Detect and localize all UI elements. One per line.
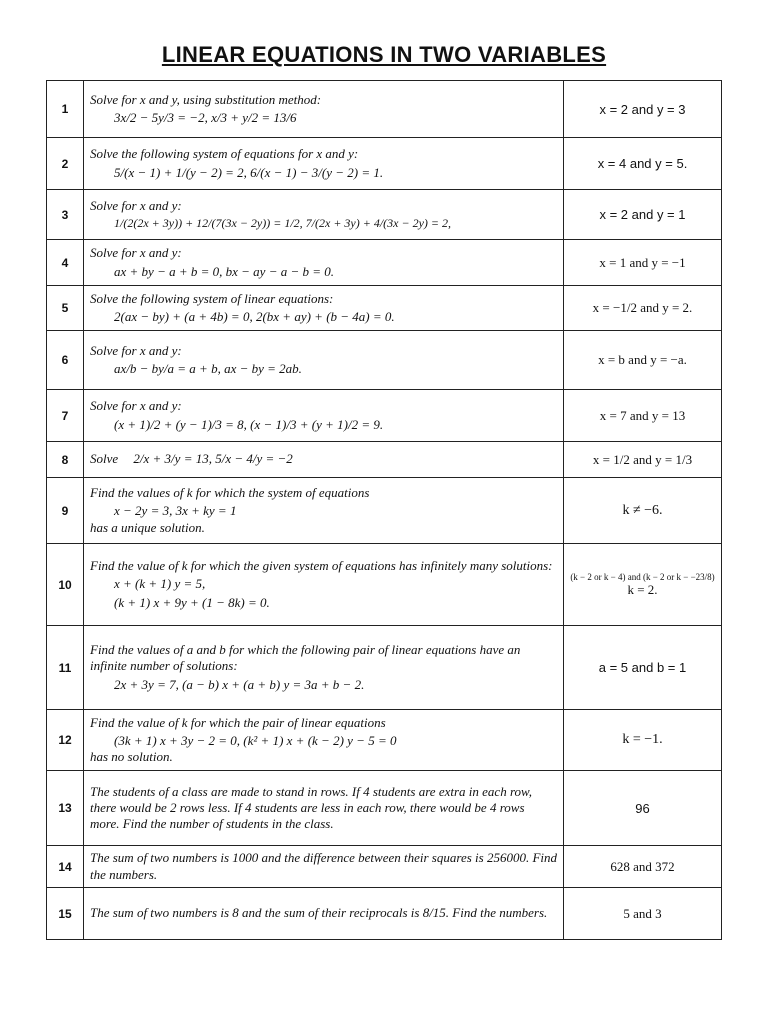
- table-row: [47, 626, 722, 710]
- row-number: 6: [47, 331, 84, 390]
- answer-cell: [564, 544, 722, 626]
- answer-cell: x = 4 and y = 5.: [564, 138, 722, 190]
- question-instruction: Solve for x and y:: [90, 197, 182, 213]
- row-number: 1: [47, 81, 84, 138]
- question-cell: [84, 710, 564, 771]
- question-cell: [84, 771, 564, 846]
- question-cell: [84, 626, 564, 710]
- row-number: 12: [47, 710, 84, 771]
- answer-cell: 96: [564, 771, 722, 846]
- question-instruction: Solve the following system of linear equations:: [90, 290, 334, 306]
- question-instruction: Find the values of k for which the system of equations: [90, 485, 370, 501]
- row-number: 2: [47, 138, 84, 190]
- question-equation: (k + 1) x + 9y + (1 − 8k) = 0.: [114, 594, 270, 610]
- question-cell: [84, 390, 564, 442]
- question-equation: 2x + 3y = 7, (a − b) x + (a + b) y = 3a + b − 2.: [114, 676, 365, 692]
- row-number: 8: [47, 442, 84, 478]
- question-cell: [84, 478, 564, 544]
- answer-cell: x = b and y = −a.: [564, 331, 722, 390]
- page-title: LINEAR EQUATIONS IN TWO VARIABLES: [161, 42, 607, 67]
- answer-note: (k − 2 or k − 4) and (k − 2 or k − −23/8): [570, 571, 715, 582]
- question-instruction: Solve for x and y:: [90, 245, 182, 261]
- row-number: 5: [47, 286, 84, 331]
- question-equation: x + (k + 1) y = 5,: [114, 576, 206, 592]
- row-number: 7: [47, 390, 84, 442]
- question-instruction: Find the value of k for which the pair of linear equations: [90, 714, 386, 730]
- row-number: 11: [47, 626, 84, 710]
- question-equation: x − 2y = 3, 3x + ky = 1: [114, 503, 237, 519]
- answer-cell: k = −1.: [564, 710, 722, 771]
- question-equation: 1/(2(2x + 3y)) + 12/(7(3x − 2y)) = 1/2, 7/(2x + 3y) + 4/(3x − 2y) = 2,: [114, 216, 452, 231]
- question-instruction: The sum of two numbers is 8 and the sum of their reciprocals is 8/15. Find the numbers.: [90, 905, 548, 921]
- answer-cell: x = −1/2 and y = 2.: [564, 286, 722, 331]
- question-equation: 5/(x − 1) + 1/(y − 2) = 2, 6/(x − 1) − 3/(y − 2) = 1.: [114, 164, 384, 180]
- question-equation: 2(ax − by) + (a + 4b) = 0, 2(bx + ay) + (b − 4a) = 0.: [114, 309, 395, 324]
- question-instruction: The students of a class are made to stand in rows. If 4 students are extra in each row, there would be 2 rows less. If 4 students are less in each row, there would be 4 rows more. Find the number of students in the class.: [90, 783, 532, 832]
- question-instruction: Solve for x and y, using substitution method:: [90, 91, 322, 107]
- table-row: [47, 331, 722, 390]
- table-row: [47, 390, 722, 442]
- question-equation: 2/x + 3/y = 13, 5/x − 4/y = −2: [133, 451, 293, 467]
- question-instruction: Solve for x and y:: [90, 342, 182, 358]
- row-number: 14: [47, 846, 84, 888]
- table-row: [47, 81, 722, 138]
- answer-value: k = 2.: [627, 581, 658, 597]
- answer-cell: 5 and 3: [564, 888, 722, 940]
- question-instruction: The sum of two numbers is 1000 and the difference between their squares is 256000. Find the numbers.: [90, 850, 557, 882]
- question-instruction: Solve for x and y:: [90, 398, 182, 414]
- answer-cell: k ≠ −6.: [564, 478, 722, 544]
- question-tail: has no solution.: [90, 749, 173, 765]
- question-cell: [84, 888, 564, 940]
- question-cell: [84, 846, 564, 888]
- answer-cell: x = 1 and y = −1: [564, 240, 722, 286]
- table-row: [47, 240, 722, 286]
- table-row: [47, 190, 722, 240]
- table-row: [47, 846, 722, 888]
- question-instruction: Solve: [90, 451, 119, 467]
- question-instruction: Solve the following system of equations for x and y:: [90, 146, 359, 162]
- question-equation: 3x/2 − 5y/3 = −2, x/3 + y/2 = 13/6: [114, 110, 297, 125]
- row-number: 9: [47, 478, 84, 544]
- row-number: 3: [47, 190, 84, 240]
- question-tail: has a unique solution.: [90, 519, 205, 535]
- answer-cell: x = 1/2 and y = 1/3: [564, 442, 722, 478]
- question-cell: [84, 544, 564, 626]
- question-cell: [84, 331, 564, 390]
- row-number: 15: [47, 888, 84, 940]
- answer-cell: 628 and 372: [564, 846, 722, 888]
- row-number: 4: [47, 240, 84, 286]
- table-row: [47, 478, 722, 544]
- question-cell: [84, 240, 564, 286]
- answer-cell: x = 7 and y = 13: [564, 390, 722, 442]
- table-row: [47, 138, 722, 190]
- question-cell: [84, 138, 564, 190]
- question-equation: ax/b − by/a = a + b, ax − by = 2ab.: [114, 361, 302, 376]
- row-number: 10: [47, 544, 84, 626]
- question-cell: [84, 81, 564, 138]
- table-row: [47, 710, 722, 771]
- table-row: [47, 286, 722, 331]
- question-cell: [84, 442, 564, 478]
- question-instruction: Find the value of k for which the given system of equations has infinitely many solutions:: [90, 558, 553, 574]
- question-equation: (x + 1)/2 + (y − 1)/3 = 8, (x − 1)/3 + (y + 1)/2 = 9.: [114, 416, 384, 432]
- answer-cell: a = 5 and b = 1: [564, 626, 722, 710]
- answer-cell: x = 2 and y = 1: [564, 190, 722, 240]
- table-row: [47, 544, 722, 626]
- table-row: [47, 888, 722, 940]
- question-instruction: Find the values of a and b for which the following pair of linear equations have an infinite number of solutions:: [90, 642, 521, 674]
- table-row: [47, 771, 722, 846]
- row-number: 13: [47, 771, 84, 846]
- question-equation: ax + by − a + b = 0, bx − ay − a − b = 0.: [114, 263, 335, 279]
- question-cell: [84, 190, 564, 240]
- table-row: [47, 442, 722, 478]
- answer-cell: x = 2 and y = 3: [564, 81, 722, 138]
- worksheet-table: [46, 80, 722, 940]
- question-equation: (3k + 1) x + 3y − 2 = 0, (k² + 1) x + (k − 2) y − 5 = 0: [114, 732, 397, 748]
- question-cell: [84, 286, 564, 331]
